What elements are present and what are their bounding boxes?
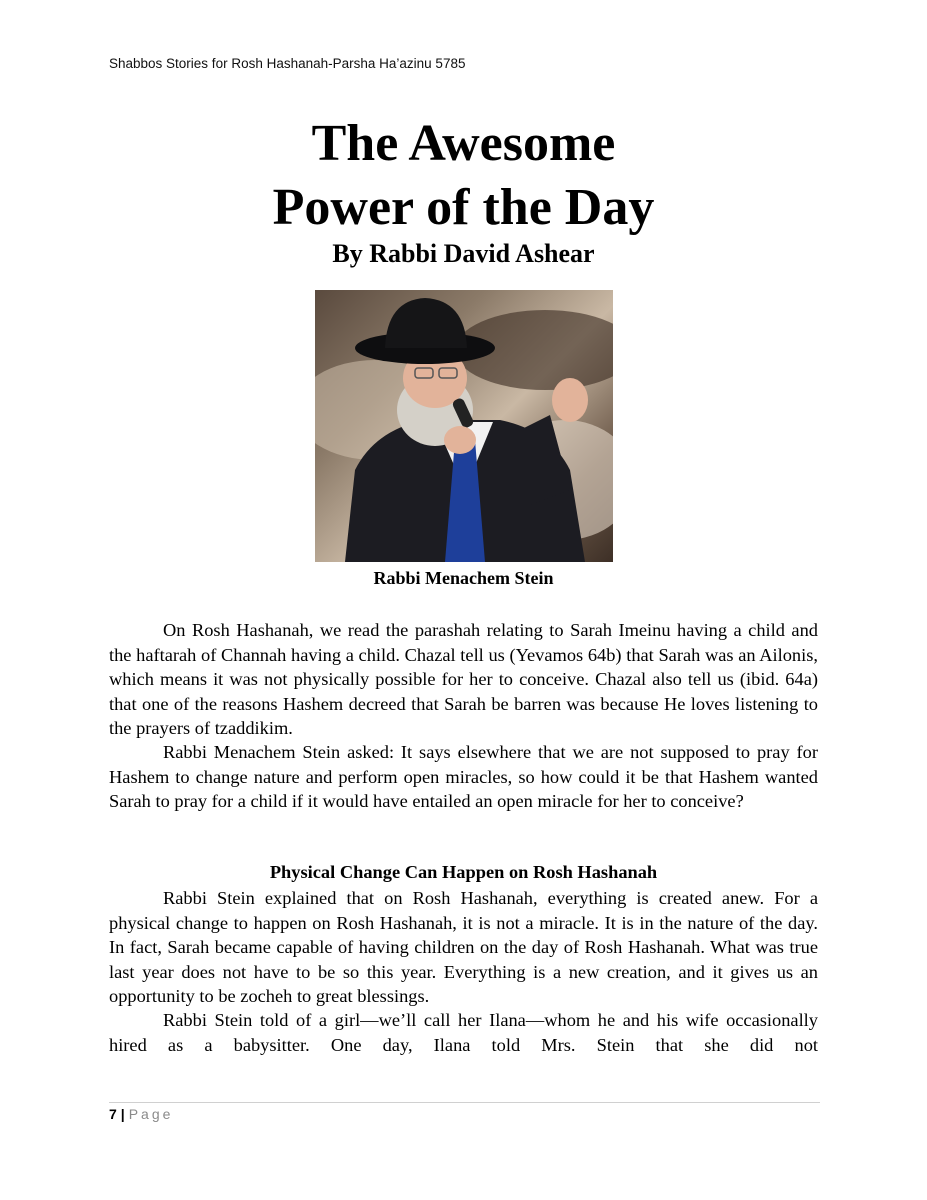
paragraph-1 (109, 618, 818, 741)
paragraph-4 (109, 1008, 818, 1057)
rabbi-photo (315, 290, 613, 562)
article-title-line-2: Power of the Day (272, 179, 655, 236)
article-title-block (0, 112, 927, 270)
paragraph-2-text: Rabbi Menachem Stein asked: It says elsewhere that we are not supposed to pray for Hashem to change nature and perform open miracles, so how could it be that Hashem wanted Sarah to pray for a child if it would have entailed an open miracle for her to conceive? (109, 742, 818, 811)
section-subheading: Physical Change Can Happen on Rosh Hashanah (269, 862, 658, 882)
paragraph-1-text: On Rosh Hashanah, we read the parashah relating to Sarah Imeinu having a child and the haftarah of Channah having a child. Chazal tell us (Yevamos 64b) that Sarah was an Ailonis, which means it was not physically possible for her to conceive. Chazal also tell us (ibid. 64a) that one of the reasons Hashem decreed that Sarah be barren was because He loves listening to the prayers of tzaddikim. (109, 620, 818, 738)
page-label: Page (128, 1106, 174, 1122)
page-number: 7 (109, 1106, 117, 1122)
photo-caption: Rabbi Menachem Stein (373, 568, 554, 588)
footer-separator: | (120, 1106, 125, 1122)
paragraph-3-text: Rabbi Stein explained that on Rosh Hashanah, everything is created anew. For a physical change to happen on Rosh Hashanah, it is not a miracle. It is in the nature of the day. In fact, Sarah became capable of having children on the day of Rosh Hashanah. What was true last year does not have to be so this year. Everything is a new creation, and it gives us an opportunity to be zocheh to great blessings. (109, 888, 818, 1006)
page-footer (109, 1106, 173, 1122)
paragraph-3 (109, 886, 818, 1009)
footer-divider (109, 1102, 820, 1103)
running-header: Shabbos Stories for Rosh Hashanah-Parsha Ha’azinu 5785 (109, 56, 466, 71)
byline: By Rabbi David Ashear (332, 239, 595, 268)
paragraph-2 (109, 740, 818, 814)
article-title-line-1: The Awesome (311, 115, 616, 172)
rabbi-portrait-image (315, 290, 613, 562)
paragraph-4-text: Rabbi Stein told of a girl—we’ll call her Ilana—whom he and his wife occasionally hired as a babysitter. One day, Ilana told Mrs. Stein that she did not (109, 1010, 818, 1055)
